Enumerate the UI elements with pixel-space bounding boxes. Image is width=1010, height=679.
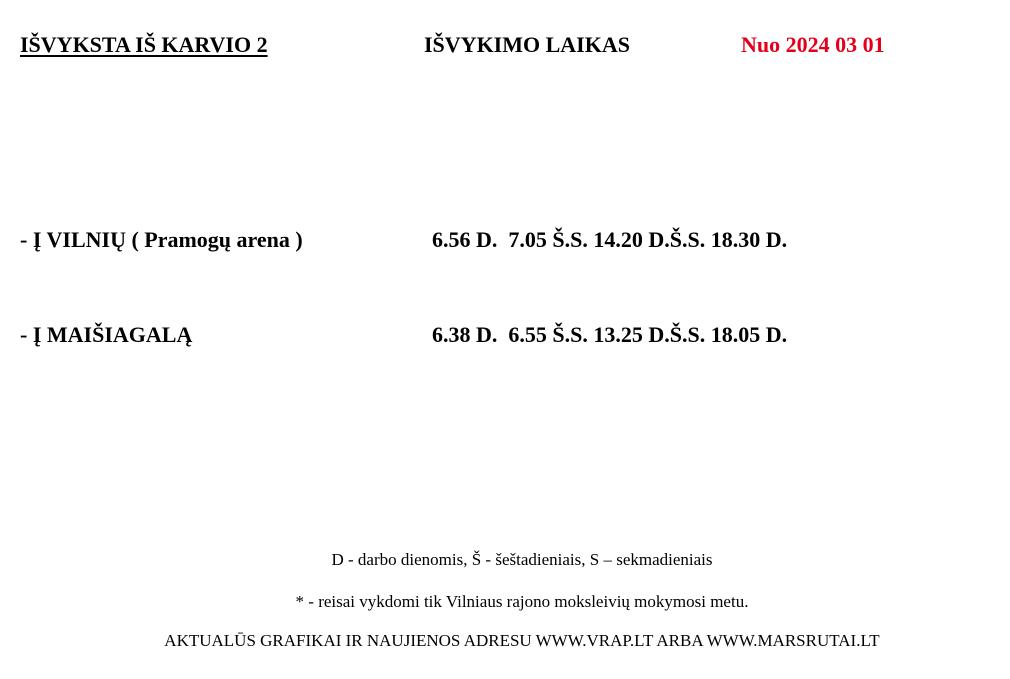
route-times: 6.38 D. 6.55 Š.S. 13.25 D.Š.S. 18.05 D. <box>432 322 788 347</box>
legend-note: D - darbo dienomis, Š - šeštadieniais, S – sekmadieniais <box>331 550 713 569</box>
route-destination: - Į VILNIŲ ( Pramogų arena ) <box>20 227 303 252</box>
website-note: AKTUALŪS GRAFIKAI IR NAUJIENOS ADRESU WWW.VRAP.LT ARBA WWW.MARSRUTAI.LT <box>164 631 880 650</box>
departure-time-heading: IŠVYKIMO LAIKAS <box>424 32 630 57</box>
route-destination: - Į MAIŠIAGALĄ <box>20 322 193 347</box>
asterisk-note: * - reisai vykdomi tik Vilniaus rajono moksleivių mokymosi metu. <box>295 592 749 611</box>
route-times: 6.56 D. 7.05 Š.S. 14.20 D.Š.S. 18.30 D. <box>432 227 788 252</box>
stop-title: IŠVYKSTA IŠ KARVIO 2 <box>20 32 268 57</box>
valid-from-date: Nuo 2024 03 01 <box>741 32 885 57</box>
